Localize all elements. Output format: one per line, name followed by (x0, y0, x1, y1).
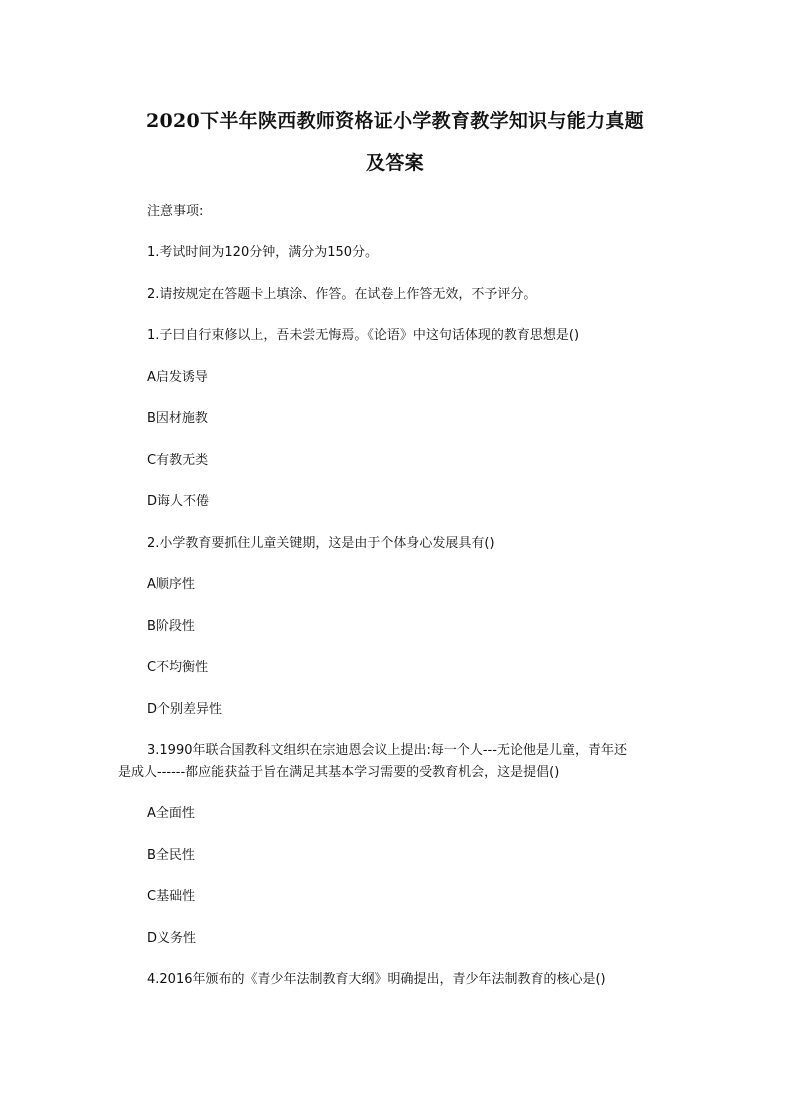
answer-option: A启发诱导 (147, 370, 208, 385)
answer-option: C不均衡性 (147, 660, 209, 675)
notice-item: 1.考试时间为120分钟，满分为150分。 (147, 245, 379, 260)
document-title-line-2: 及答案 (366, 152, 424, 174)
answer-option: B全民性 (147, 848, 195, 863)
answer-option: C有教无类 (147, 453, 209, 468)
question-stem-line-2: 是成人------都应能获益于旨在满足其基本学习需要的受教育机会，这是提倡() (118, 765, 560, 780)
answer-option: B因材施教 (147, 411, 208, 426)
notice-heading: 注意事项: (147, 204, 204, 219)
answer-option: B阶段性 (147, 619, 195, 634)
question-stem: 2.小学教育要抓住儿童关键期，这是由于个体身心发展具有() (147, 536, 495, 551)
answer-option: D诲人不倦 (147, 494, 210, 509)
notice-item: 2.请按规定在答题卡上填涂、作答。在试卷上作答无效，不予评分。 (147, 287, 537, 302)
answer-option: D义务性 (147, 931, 197, 946)
question-stem: 4.2016年颁布的《青少年法制教育大纲》明确提出，青少年法制教育的核心是() (147, 972, 606, 987)
answer-option: D个别差异性 (147, 702, 223, 717)
question-stem: 1.子曰自行束修以上，吾未尝无悔焉。《论语》中这句话体现的教育思想是() (147, 328, 580, 343)
question-stem-line-1: 3.1990年联合国教科文组织在宗迪恩会议上提出:每一个人---无论他是儿童，青年还 (147, 743, 627, 758)
document-title-line-1: 2020下半年陕西教师资格证小学教育教学知识与能力真题 (146, 110, 644, 132)
answer-option: A顺序性 (147, 577, 195, 592)
answer-option: A全面性 (147, 806, 195, 821)
answer-option: C基础性 (147, 889, 196, 904)
